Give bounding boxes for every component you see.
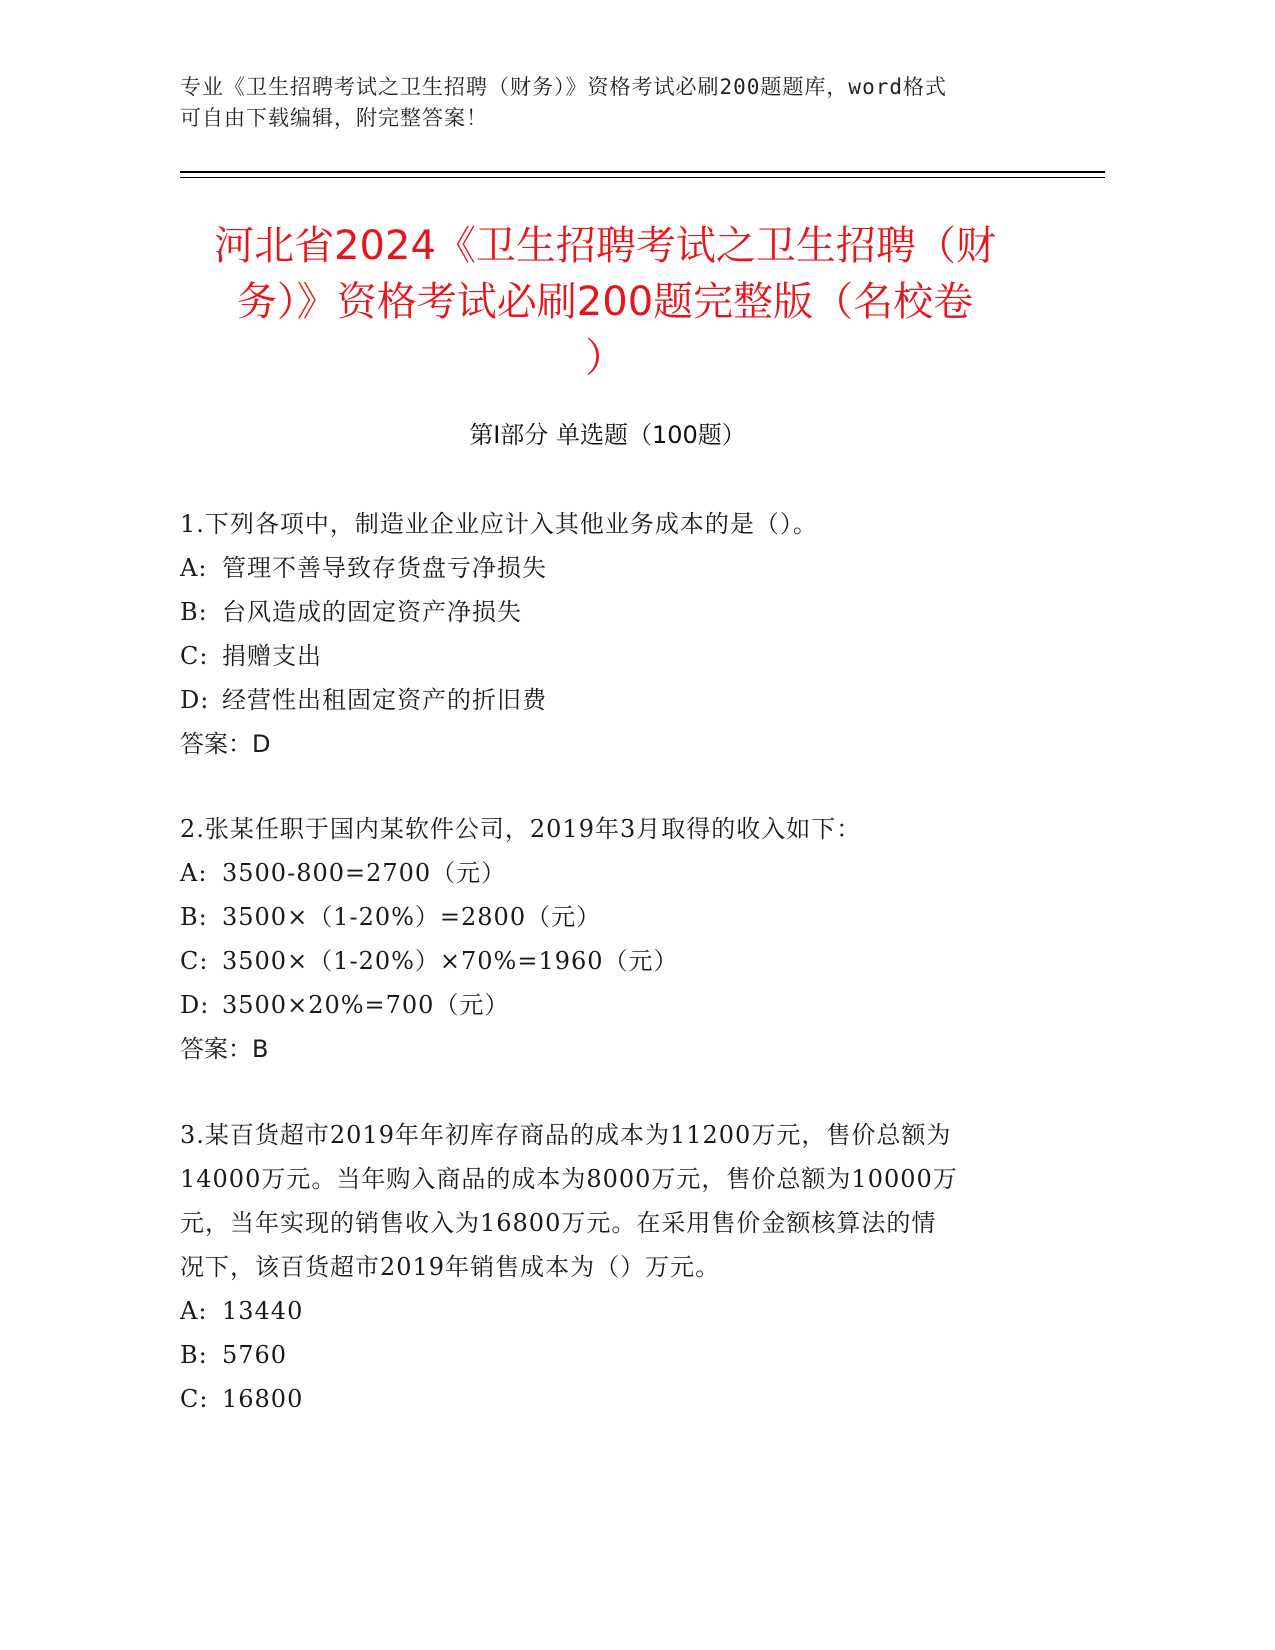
option-key: C: bbox=[180, 1385, 209, 1413]
document-title-line-2: 务）》资格考试必刷200题完整版（名校卷 bbox=[236, 279, 974, 325]
option-b bbox=[180, 895, 1035, 939]
option-key: A: bbox=[180, 554, 208, 582]
option-d bbox=[180, 678, 1035, 722]
option-key: B: bbox=[180, 1341, 208, 1369]
option-d bbox=[180, 983, 1035, 1027]
document-title bbox=[175, 218, 1035, 386]
option-key: D: bbox=[180, 686, 210, 714]
question-stem-line-2: 14000万元。当年购入商品的成本为8000万元，售价总额为10000万 bbox=[180, 1165, 958, 1193]
question-stem-line-1: 3.某百货超市2019年年初库存商品的成本为11200万元，售价总额为 bbox=[180, 1121, 952, 1149]
answer: 答案：B bbox=[180, 1035, 269, 1063]
option-key: A: bbox=[180, 859, 208, 887]
option-b bbox=[180, 590, 1035, 634]
option-key: C: bbox=[180, 642, 209, 670]
option-key: B: bbox=[180, 903, 208, 931]
question-stem: 1.下列各项中，制造业企业应计入其他业务成本的是（）。 bbox=[180, 510, 818, 538]
option-text: 台风造成的固定资产净损失 bbox=[222, 598, 522, 626]
option-text: 3500×（1-20%）×70%=1960（元） bbox=[222, 947, 679, 975]
header-rule-thin bbox=[180, 177, 1105, 178]
option-text: 5760 bbox=[222, 1341, 288, 1369]
option-text: 3500×（1-20%）=2800（元） bbox=[222, 903, 602, 931]
question-2 bbox=[180, 807, 1035, 1071]
option-key: D: bbox=[180, 991, 210, 1019]
option-key: B: bbox=[180, 598, 208, 626]
answer: 答案：D bbox=[180, 730, 271, 758]
option-a bbox=[180, 851, 1035, 895]
option-text: 3500×20%=700（元） bbox=[222, 991, 510, 1019]
option-c bbox=[180, 939, 1035, 983]
option-a bbox=[180, 1289, 1035, 1333]
question-stem-line-4: 况下，该百货超市2019年销售成本为（）万元。 bbox=[180, 1253, 721, 1281]
header-rule-thick bbox=[180, 171, 1105, 173]
option-key: A: bbox=[180, 1297, 208, 1325]
option-text: 3500-800=2700（元） bbox=[222, 859, 507, 887]
option-key: C: bbox=[180, 947, 209, 975]
question-3 bbox=[180, 1113, 1035, 1421]
option-text: 捐赠支出 bbox=[222, 642, 322, 670]
question-stem: 2.张某任职于国内某软件公司，2019年3月取得的收入如下： bbox=[180, 815, 862, 843]
option-c bbox=[180, 634, 1035, 678]
option-b bbox=[180, 1333, 1035, 1377]
header-note bbox=[180, 72, 1060, 134]
option-text: 16800 bbox=[222, 1385, 304, 1413]
header-note-line-1: 专业《卫生招聘考试之卫生招聘（财务）》资格考试必刷200题题库，word格式 bbox=[180, 75, 947, 99]
document-title-line-3: ） bbox=[585, 335, 625, 381]
question-1 bbox=[180, 502, 1035, 766]
question-stem-line-3: 元，当年实现的销售收入为16800万元。在采用售价金额核算法的情 bbox=[180, 1209, 937, 1237]
option-c bbox=[180, 1377, 1035, 1421]
option-a bbox=[180, 546, 1035, 590]
option-text: 经营性出租固定资产的折旧费 bbox=[222, 686, 547, 714]
section-title: 第Ⅰ部分 单选题（100题） bbox=[469, 421, 746, 449]
document-title-line-1: 河北省2024《卫生招聘考试之卫生招聘（财 bbox=[214, 223, 996, 269]
option-text: 13440 bbox=[222, 1297, 304, 1325]
header-note-line-2: 可自由下载编辑，附完整答案！ bbox=[180, 106, 488, 130]
option-text: 管理不善导致存货盘亏净损失 bbox=[222, 554, 547, 582]
